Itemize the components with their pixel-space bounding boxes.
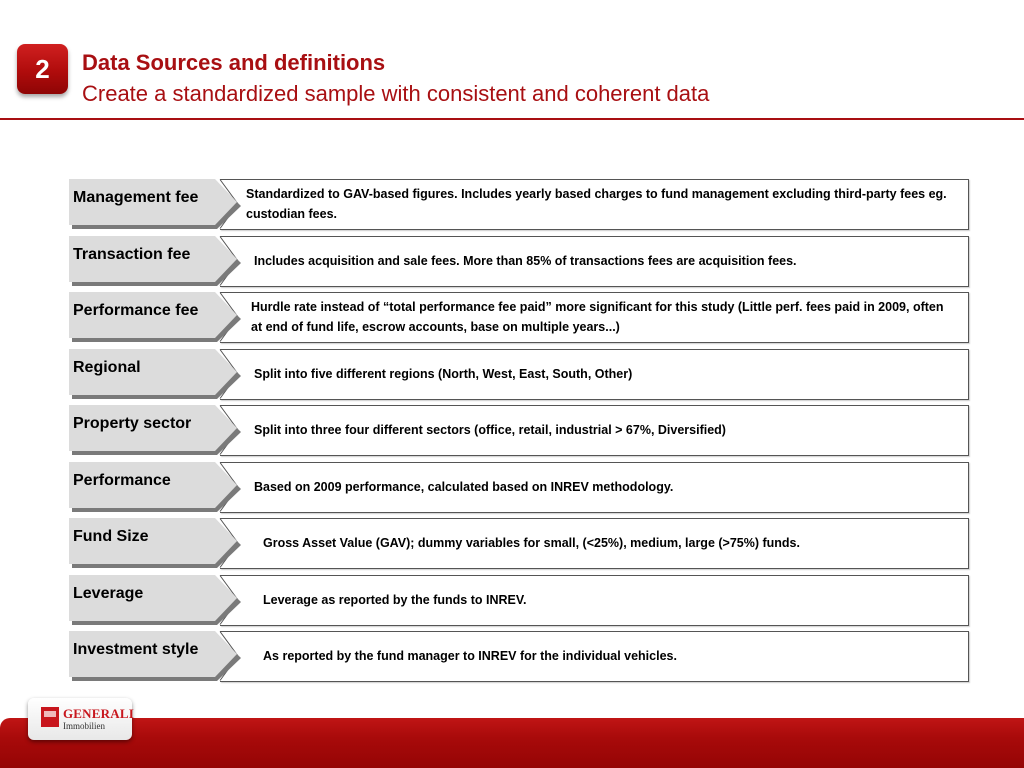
page-subtitle: Create a standardized sample with consistent and coherent data bbox=[82, 81, 710, 106]
definition-label: Fund Size bbox=[73, 528, 149, 545]
definition-row bbox=[69, 405, 969, 456]
definition-description: Split into five different regions (North, West, East, South, Other) bbox=[254, 366, 633, 381]
definition-description: Hurdle rate instead of “total performance fee paid” more significant for this study (Little perf. fees paid in 2009, often at end of fund life, escrow accounts, base on multiple years...) bbox=[251, 299, 944, 334]
definition-description: Standardized to GAV-based figures. Includes yearly based charges to fund management excluding third-party fees eg. custodian fees. bbox=[246, 186, 947, 221]
lion-emblem-icon bbox=[41, 707, 59, 727]
logo-name: GENERALI bbox=[63, 706, 134, 721]
definition-row bbox=[69, 631, 969, 682]
definition-description: Leverage as reported by the funds to INREV. bbox=[263, 592, 527, 607]
footer-bar bbox=[0, 718, 1024, 768]
page-title: Data Sources and definitions bbox=[82, 50, 386, 75]
definition-row bbox=[69, 575, 969, 626]
definition-description: Split into three four different sectors (office, retail, industrial > 67%, Diversified) bbox=[254, 422, 726, 437]
definition-row bbox=[69, 236, 969, 287]
definition-label: Investment style bbox=[73, 641, 199, 658]
definition-row bbox=[69, 518, 969, 569]
definition-label: Performance bbox=[73, 472, 171, 489]
section-number-badge bbox=[17, 44, 68, 94]
definition-label: Leverage bbox=[73, 585, 144, 602]
definition-row bbox=[69, 462, 969, 513]
definition-label: Performance fee bbox=[73, 302, 199, 319]
definition-label: Property sector bbox=[73, 415, 192, 432]
definition-row bbox=[69, 349, 969, 400]
definition-description: As reported by the fund manager to INREV for the individual vehicles. bbox=[263, 648, 677, 663]
definition-description: Includes acquisition and sale fees. More than 85% of transactions fees are acquisition fees. bbox=[254, 253, 797, 268]
definition-description: Gross Asset Value (GAV); dummy variables for small, (<25%), medium, large (>75%) funds. bbox=[263, 535, 800, 550]
generali-logo bbox=[28, 698, 132, 740]
definition-description: Based on 2009 performance, calculated based on INREV methodology. bbox=[254, 479, 674, 494]
logo-subtitle: Immobilien bbox=[63, 721, 105, 731]
definition-label: Transaction fee bbox=[73, 246, 191, 263]
definition-row bbox=[69, 292, 969, 343]
definition-label: Regional bbox=[73, 359, 141, 376]
definition-label: Management fee bbox=[73, 189, 199, 206]
definition-row bbox=[69, 179, 969, 230]
header-divider bbox=[0, 118, 1024, 120]
section-number: 2 bbox=[35, 53, 50, 84]
